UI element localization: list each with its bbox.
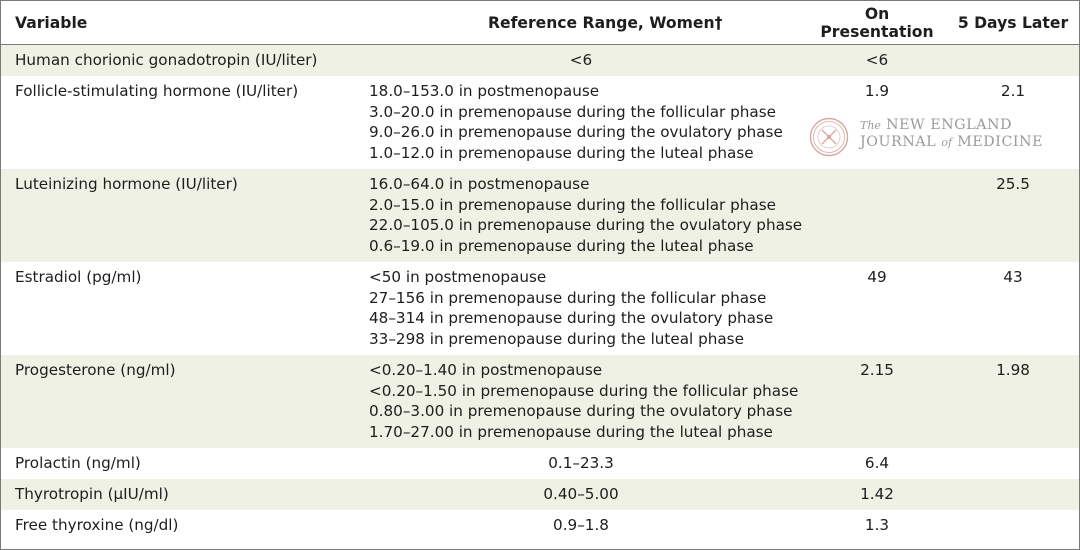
later-cell: [947, 448, 1079, 479]
reference-line: 0.80–3.00 in premenopause during the ovulatory phase: [369, 402, 793, 421]
logo-prefix: The: [860, 119, 881, 132]
reference-cell: [355, 262, 807, 355]
logo-line1: NEW ENGLAND: [886, 117, 1013, 133]
logo-line2-b: MEDICINE: [957, 134, 1044, 150]
table-row: [1, 45, 1079, 77]
later-cell: 43: [1003, 268, 1023, 286]
table-row: [1, 479, 1079, 510]
variable-cell: Follicle-stimulating hormone (IU/liter): [15, 82, 299, 100]
reference-line: 0.40–5.00: [543, 485, 619, 503]
table-header: [1, 1, 1079, 45]
reference-line: <0.20–1.50 in premenopause during the follicular phase: [369, 381, 799, 400]
table-row: [1, 262, 1079, 355]
reference-line: 27–156 in premenopause during the follicular phase: [369, 288, 767, 307]
logo-line2-a: JOURNAL: [860, 134, 937, 150]
reference-line: 2.0–15.0 in premenopause during the follicular phase: [369, 195, 776, 214]
reference-line: 16.0–64.0 in postmenopause: [369, 175, 590, 193]
reference-line: 0.9–1.8: [553, 516, 609, 534]
reference-line: 48–314 in premenopause during the ovulatory phase: [369, 309, 774, 328]
presentation-cell: [807, 169, 947, 262]
variable-cell: Free thyroxine (ng/dl): [15, 516, 179, 534]
reference-line: 33–298 in premenopause during the luteal phase: [369, 330, 744, 349]
presentation-cell: <6: [807, 45, 947, 77]
variable-cell: Luteinizing hormone (IU/liter): [1, 169, 355, 262]
later-cell: [947, 479, 1079, 510]
reference-cell: [355, 169, 807, 262]
reference-cell: [355, 448, 807, 479]
nejm-seal-icon: [809, 117, 849, 157]
lab-values-table: [1, 1, 1079, 541]
reference-line: 1.0–12.0 in premenopause during the luteal phase: [369, 144, 754, 163]
nejm-logo-text: [860, 117, 1043, 151]
reference-line: 9.0–26.0 in premenopause during the ovulatory phase: [369, 123, 783, 142]
table-row: [1, 448, 1079, 479]
variable-cell: Progesterone (ng/ml): [1, 355, 355, 448]
reference-cell: [355, 45, 807, 77]
header-on-presentation: On Presentation: [807, 1, 947, 45]
presentation-cell: 1.42: [807, 479, 947, 510]
presentation-cell: 1.3: [864, 516, 890, 534]
variable-cell: Prolactin (ng/ml): [15, 454, 141, 472]
reference-line: 1.70–27.00 in premenopause during the luteal phase: [369, 423, 773, 442]
later-cell: 2.1: [1000, 82, 1026, 100]
variable-cell: Thyrotropin (μIU/ml): [1, 479, 355, 510]
reference-cell: [355, 76, 807, 169]
reference-line: <6: [569, 51, 593, 69]
variable-cell: Estradiol (pg/ml): [15, 268, 142, 286]
reference-cell: [355, 479, 807, 510]
reference-cell: [355, 355, 807, 448]
table-row: [1, 510, 1079, 541]
later-cell: [947, 45, 1079, 77]
reference-line: 3.0–20.0 in premenopause during the follicular phase: [369, 102, 776, 121]
presentation-cell: 49: [867, 268, 887, 286]
nejm-watermark: [809, 115, 1054, 157]
later-cell: 1.98: [947, 355, 1079, 448]
reference-line: <50 in postmenopause: [369, 268, 547, 286]
header-reference-range: Reference Range, Women†: [355, 1, 807, 45]
table-row: [1, 169, 1079, 262]
header-variable: Variable: [1, 1, 355, 45]
table-row: [1, 355, 1079, 448]
later-cell: [947, 510, 1079, 541]
variable-cell: Human chorionic gonadotropin (IU/liter): [1, 45, 355, 77]
reference-line: 22.0–105.0 in premenopause during the ovulatory phase: [369, 216, 803, 235]
presentation-cell: 2.15: [807, 355, 947, 448]
reference-line: 0.1–23.3: [548, 454, 614, 472]
logo-of: of: [941, 136, 953, 149]
reference-cell: [355, 510, 807, 541]
presentation-cell: 6.4: [864, 454, 890, 472]
reference-line: <0.20–1.40 in postmenopause: [369, 361, 603, 379]
later-cell: 25.5: [947, 169, 1079, 262]
header-5-days-later: 5 Days Later: [947, 1, 1079, 45]
reference-line: 18.0–153.0 in postmenopause: [369, 82, 600, 100]
presentation-cell: 1.9: [864, 82, 890, 100]
reference-line: 0.6–19.0 in premenopause during the luteal phase: [369, 237, 754, 256]
